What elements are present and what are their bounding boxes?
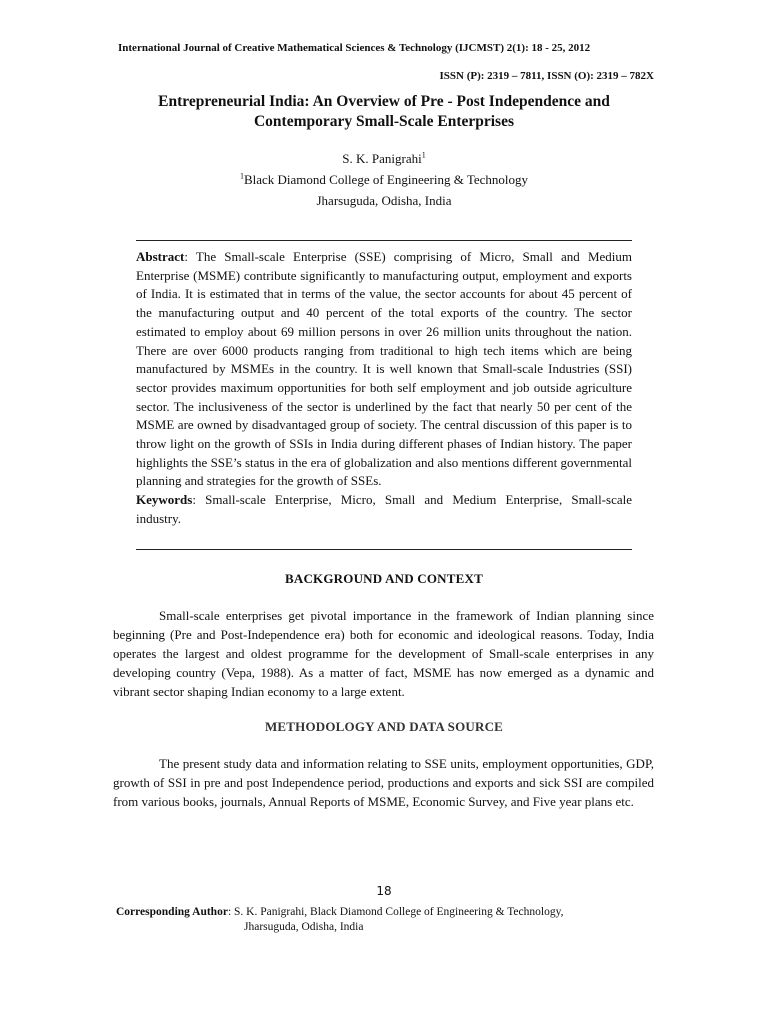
corresponding-author bbox=[116, 905, 563, 935]
methodology-text: The present study data and information relating to SSE units, employment opportunities, GDP, growth of SSI in pre and post Independence period, productions and exports and sick SSI are compiled from various books, journals, Annual Reports of MSME, Economic Survey, and Five year plans etc. bbox=[113, 756, 654, 809]
abstract-label: Abstract bbox=[136, 249, 185, 264]
affiliation-superscript: 1 bbox=[239, 171, 244, 181]
author-superscript: 1 bbox=[421, 150, 426, 160]
abstract-top-rule bbox=[136, 240, 632, 241]
abstract-text: : The Small-scale Enterprise (SSE) comprising of Micro, Small and Medium Enterprise (MSME) contribute significantly to manufacturing output, employment and exports of India. It is estimated that in terms of the value, the sector accounts for about 45 percent of the manufacturing output and 40 percent of the total exports of the country. The sector estimated to employ about 69 million persons in over 26 million units throughout the nation. There are over 6000 products ranging from traditional to high tech items which are being manufactured by MSMEs in the country. It is well known that Small-scale Industries (SSI) sector provides maximum opportunities for both self employment and job outside agriculture sector. The inclusiveness of the sector is underlined by the fact that nearly 50 per cent of the MSME are owned by disadvantaged group of society. The central discussion of this paper is to throw light on the growth of SSIs in India during different phases of Indian history. The paper highlights the SSE’s status in the era of globalization and also mentions different governmental planning and strategies for the growth of SSEs. bbox=[136, 249, 632, 489]
author-location: Jharsuguda, Odisha, India bbox=[316, 193, 452, 208]
corresponding-author-text: : S. K. Panigrahi, Black Diamond College of Engineering & Technology, bbox=[227, 906, 564, 918]
paper-title bbox=[0, 92, 768, 132]
paper-title-line-1: Entrepreneurial India: An Overview of Pre - Post Independence and bbox=[158, 93, 610, 110]
author-block bbox=[0, 148, 768, 211]
corresponding-author-label: Corresponding Author bbox=[116, 906, 228, 918]
corresponding-author-line-2: Jharsuguda, Odisha, India bbox=[244, 921, 364, 933]
corresponding-author-line-1 bbox=[116, 905, 563, 920]
author-name: S. K. Panigrahi bbox=[342, 151, 422, 166]
abstract-paragraph bbox=[136, 248, 632, 491]
journal-header: International Journal of Creative Mathematical Sciences & Technology (IJCMST) 2(1): 18 - 25, 2012 bbox=[118, 42, 591, 54]
affiliation-line bbox=[0, 169, 768, 190]
affiliation: Black Diamond College of Engineering & Technology bbox=[243, 172, 529, 187]
section-heading-background: BACKGROUND AND CONTEXT bbox=[285, 571, 483, 586]
page-number: 18 bbox=[376, 884, 392, 898]
author-name-line bbox=[0, 148, 768, 169]
background-paragraph bbox=[113, 606, 654, 701]
keywords-text: : Small-scale Enterprise, Micro, Small and Medium Enterprise, Small-scale industry. bbox=[136, 492, 632, 526]
keywords-paragraph bbox=[136, 491, 632, 528]
paper-title-line-2: Contemporary Small-Scale Enterprises bbox=[253, 113, 515, 130]
section-heading-methodology: METHODOLOGY AND DATA SOURCE bbox=[264, 719, 504, 734]
abstract-block bbox=[136, 248, 632, 529]
abstract-bottom-rule bbox=[136, 549, 632, 550]
background-text: Small-scale enterprises get pivotal importance in the framework of Indian planning since beginning (Pre and Post-Independence era) both for economic and ideological reasons. Today, India operates the largest and oldest programme for the development of Small-scale enterprises in any developing country (Vepa, 1988). As a matter of fact, MSME has now emerged as a dynamic and vibrant sector shaping Indian economy to a large extent. bbox=[113, 608, 654, 699]
issn-line: ISSN (P): 2319 – 7811, ISSN (O): 2319 – 782X bbox=[439, 70, 654, 82]
keywords-label: Keywords bbox=[136, 492, 193, 508]
methodology-paragraph bbox=[113, 754, 654, 811]
